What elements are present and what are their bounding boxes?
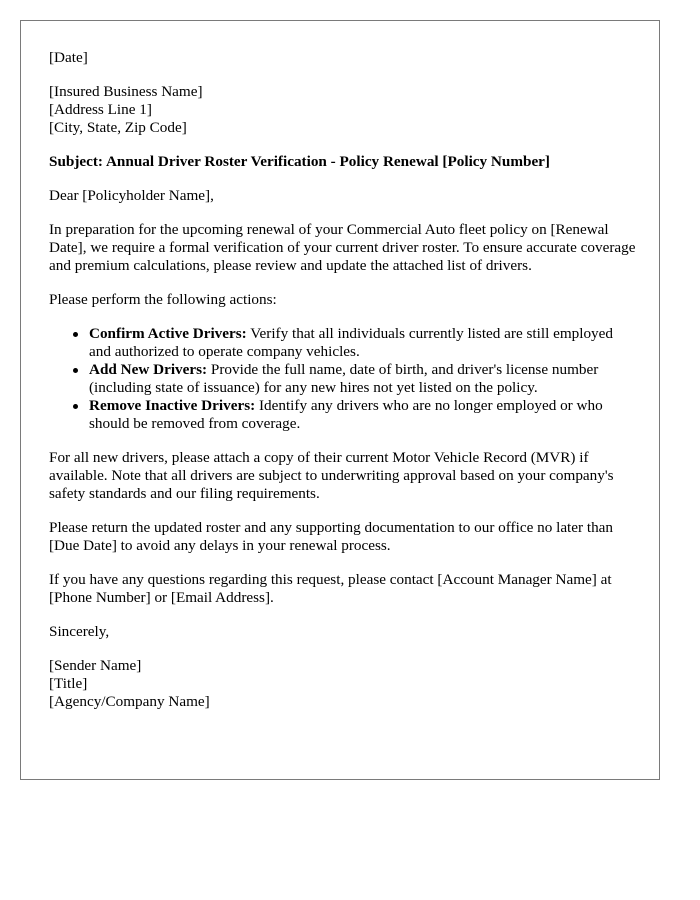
action-title: Confirm Active Drivers: (89, 325, 247, 342)
intro-paragraph: In preparation for the upcoming renewal of your Commercial Auto fleet policy on [Renewal Date], we require a formal verification of your current driver roster. To ensure accurate coverage and premium calculations, please review and update the attached list of drivers. (49, 221, 636, 274)
action-text: Identify any drivers who are no longer employed or who should be removed from coverage. (89, 397, 603, 432)
subject-line: Subject: Annual Driver Roster Verification - Policy Renewal [Policy Number] (49, 153, 550, 170)
sender-company: [Agency/Company Name] (49, 693, 210, 710)
closing: Sincerely, (49, 623, 110, 640)
bullet-icon (73, 368, 78, 373)
contact-paragraph: If you have any questions regarding this request, please contact [Account Manager Name] at [Phone Number] or [Email Address]. (49, 571, 612, 606)
return-paragraph: Please return the updated roster and any supporting documentation to our office no later than [Due Date] to avoid any delays in your renewal process. (49, 519, 614, 554)
letter-page (20, 20, 660, 780)
bullet-icon (73, 404, 78, 409)
recipient-city-state-zip: [City, State, Zip Code] (49, 119, 187, 136)
recipient-address-line-1: [Address Line 1] (49, 101, 152, 118)
actions-list (49, 325, 637, 433)
recipient-address-block (49, 83, 637, 137)
action-text: Verify that all individuals currently listed are still employed and authorized to operate company vehicles. (89, 325, 613, 360)
signature-block (49, 657, 637, 711)
list-item (89, 361, 637, 397)
list-item (89, 325, 637, 361)
actions-intro: Please perform the following actions: (49, 291, 277, 308)
action-title: Add New Drivers: (89, 361, 208, 378)
salutation: Dear [Policyholder Name], (49, 187, 214, 204)
list-item (89, 397, 637, 433)
letter-date: [Date] (49, 49, 88, 66)
letter-body (49, 49, 637, 727)
sender-title: [Title] (49, 675, 88, 692)
action-title: Remove Inactive Drivers: (89, 397, 256, 414)
recipient-name: [Insured Business Name] (49, 83, 203, 100)
bullet-icon (73, 332, 78, 337)
action-text: Provide the full name, date of birth, and driver's license number (including state of issuance) for any new hires not yet listed on the policy. (89, 361, 599, 396)
mvr-paragraph: For all new drivers, please attach a copy of their current Motor Vehicle Record (MVR) if available. Note that all drivers are subject to underwriting approval based on your company's safety standards and our filing requirements. (49, 449, 614, 502)
sender-name: [Sender Name] (49, 657, 142, 674)
